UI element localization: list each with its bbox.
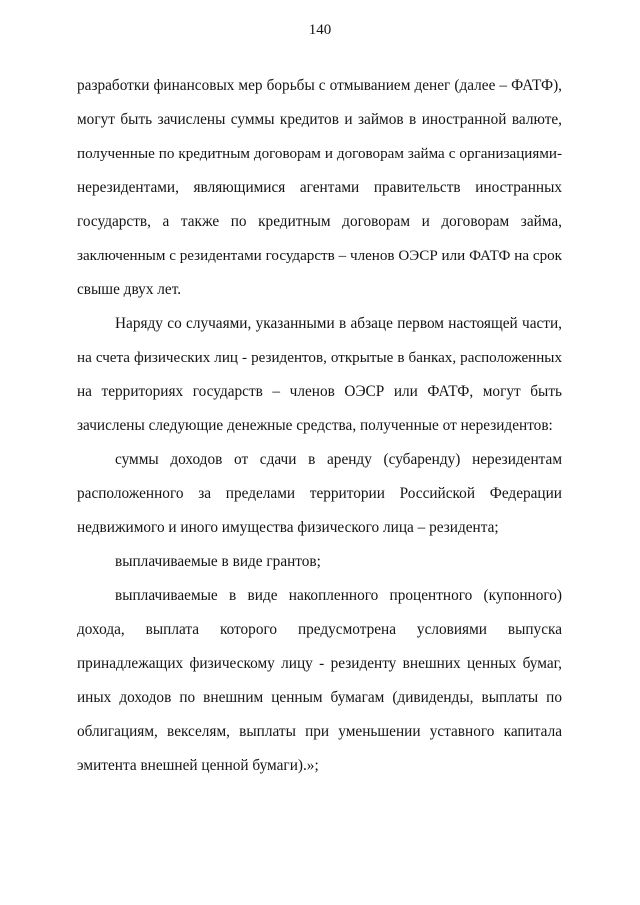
paragraph-5: [77, 579, 562, 783]
text-line: могут быть зачислены суммы кредитов и займов в иностранной валюте,: [77, 111, 562, 128]
text-line: облигациям, векселям, выплаты при уменьшении уставного капитала: [77, 723, 562, 740]
text-line: на счета физических лиц - резидентов, открытые в банках, расположенных: [77, 350, 562, 366]
text-line: дохода, выплата которого предусмотрена условиями выпуска: [77, 621, 562, 638]
text-line: свыше двух лет.: [77, 281, 182, 298]
text-line: выплачиваемые в виде грантов;: [115, 553, 321, 570]
text-line: государств, а также по кредитным договорам и договорам займа,: [77, 213, 562, 230]
document-body: [77, 69, 562, 783]
text-line: расположенного за пределами территории Российской Федерации: [77, 485, 562, 502]
paragraph-2: [77, 307, 562, 443]
text-line: недвижимого и иного имущества физического лица – резидента;: [77, 519, 499, 536]
page-number: 140: [308, 22, 332, 38]
text-line: Наряду со случаями, указанными в абзаце первом настоящей части,: [115, 315, 562, 332]
paragraph-3: [77, 443, 562, 545]
text-line: полученные по кредитным договорам и договорам займа с организациями-: [77, 146, 562, 162]
text-line: заключенным с резидентами государств – членов ОЭСР или ФАТФ на срок: [77, 248, 562, 264]
text-line: принадлежащих физическому лицу - резиденту внешних ценных бумаг,: [77, 655, 562, 672]
text-line: выплачиваемые в виде накопленного процентного (купонного): [115, 587, 562, 604]
paragraph-4: [77, 545, 562, 579]
text-line: эмитента внешней ценной бумаги).»;: [77, 757, 319, 774]
text-line: суммы доходов от сдачи в аренду (субаренду) нерезидентам: [115, 451, 562, 468]
text-line: зачислены следующие денежные средства, полученные от нерезидентов:: [77, 417, 553, 434]
text-line: нерезидентами, являющимися агентами правительств иностранных: [77, 179, 562, 196]
text-line: разработки финансовых мер борьбы с отмыванием денег (далее – ФАТФ),: [77, 77, 562, 94]
text-line: на территориях государств – членов ОЭСР или ФАТФ, могут быть: [77, 383, 562, 400]
text-line: иных доходов по внешним ценным бумагам (дивиденды, выплаты по: [77, 689, 562, 706]
paragraph-1: [77, 69, 562, 307]
